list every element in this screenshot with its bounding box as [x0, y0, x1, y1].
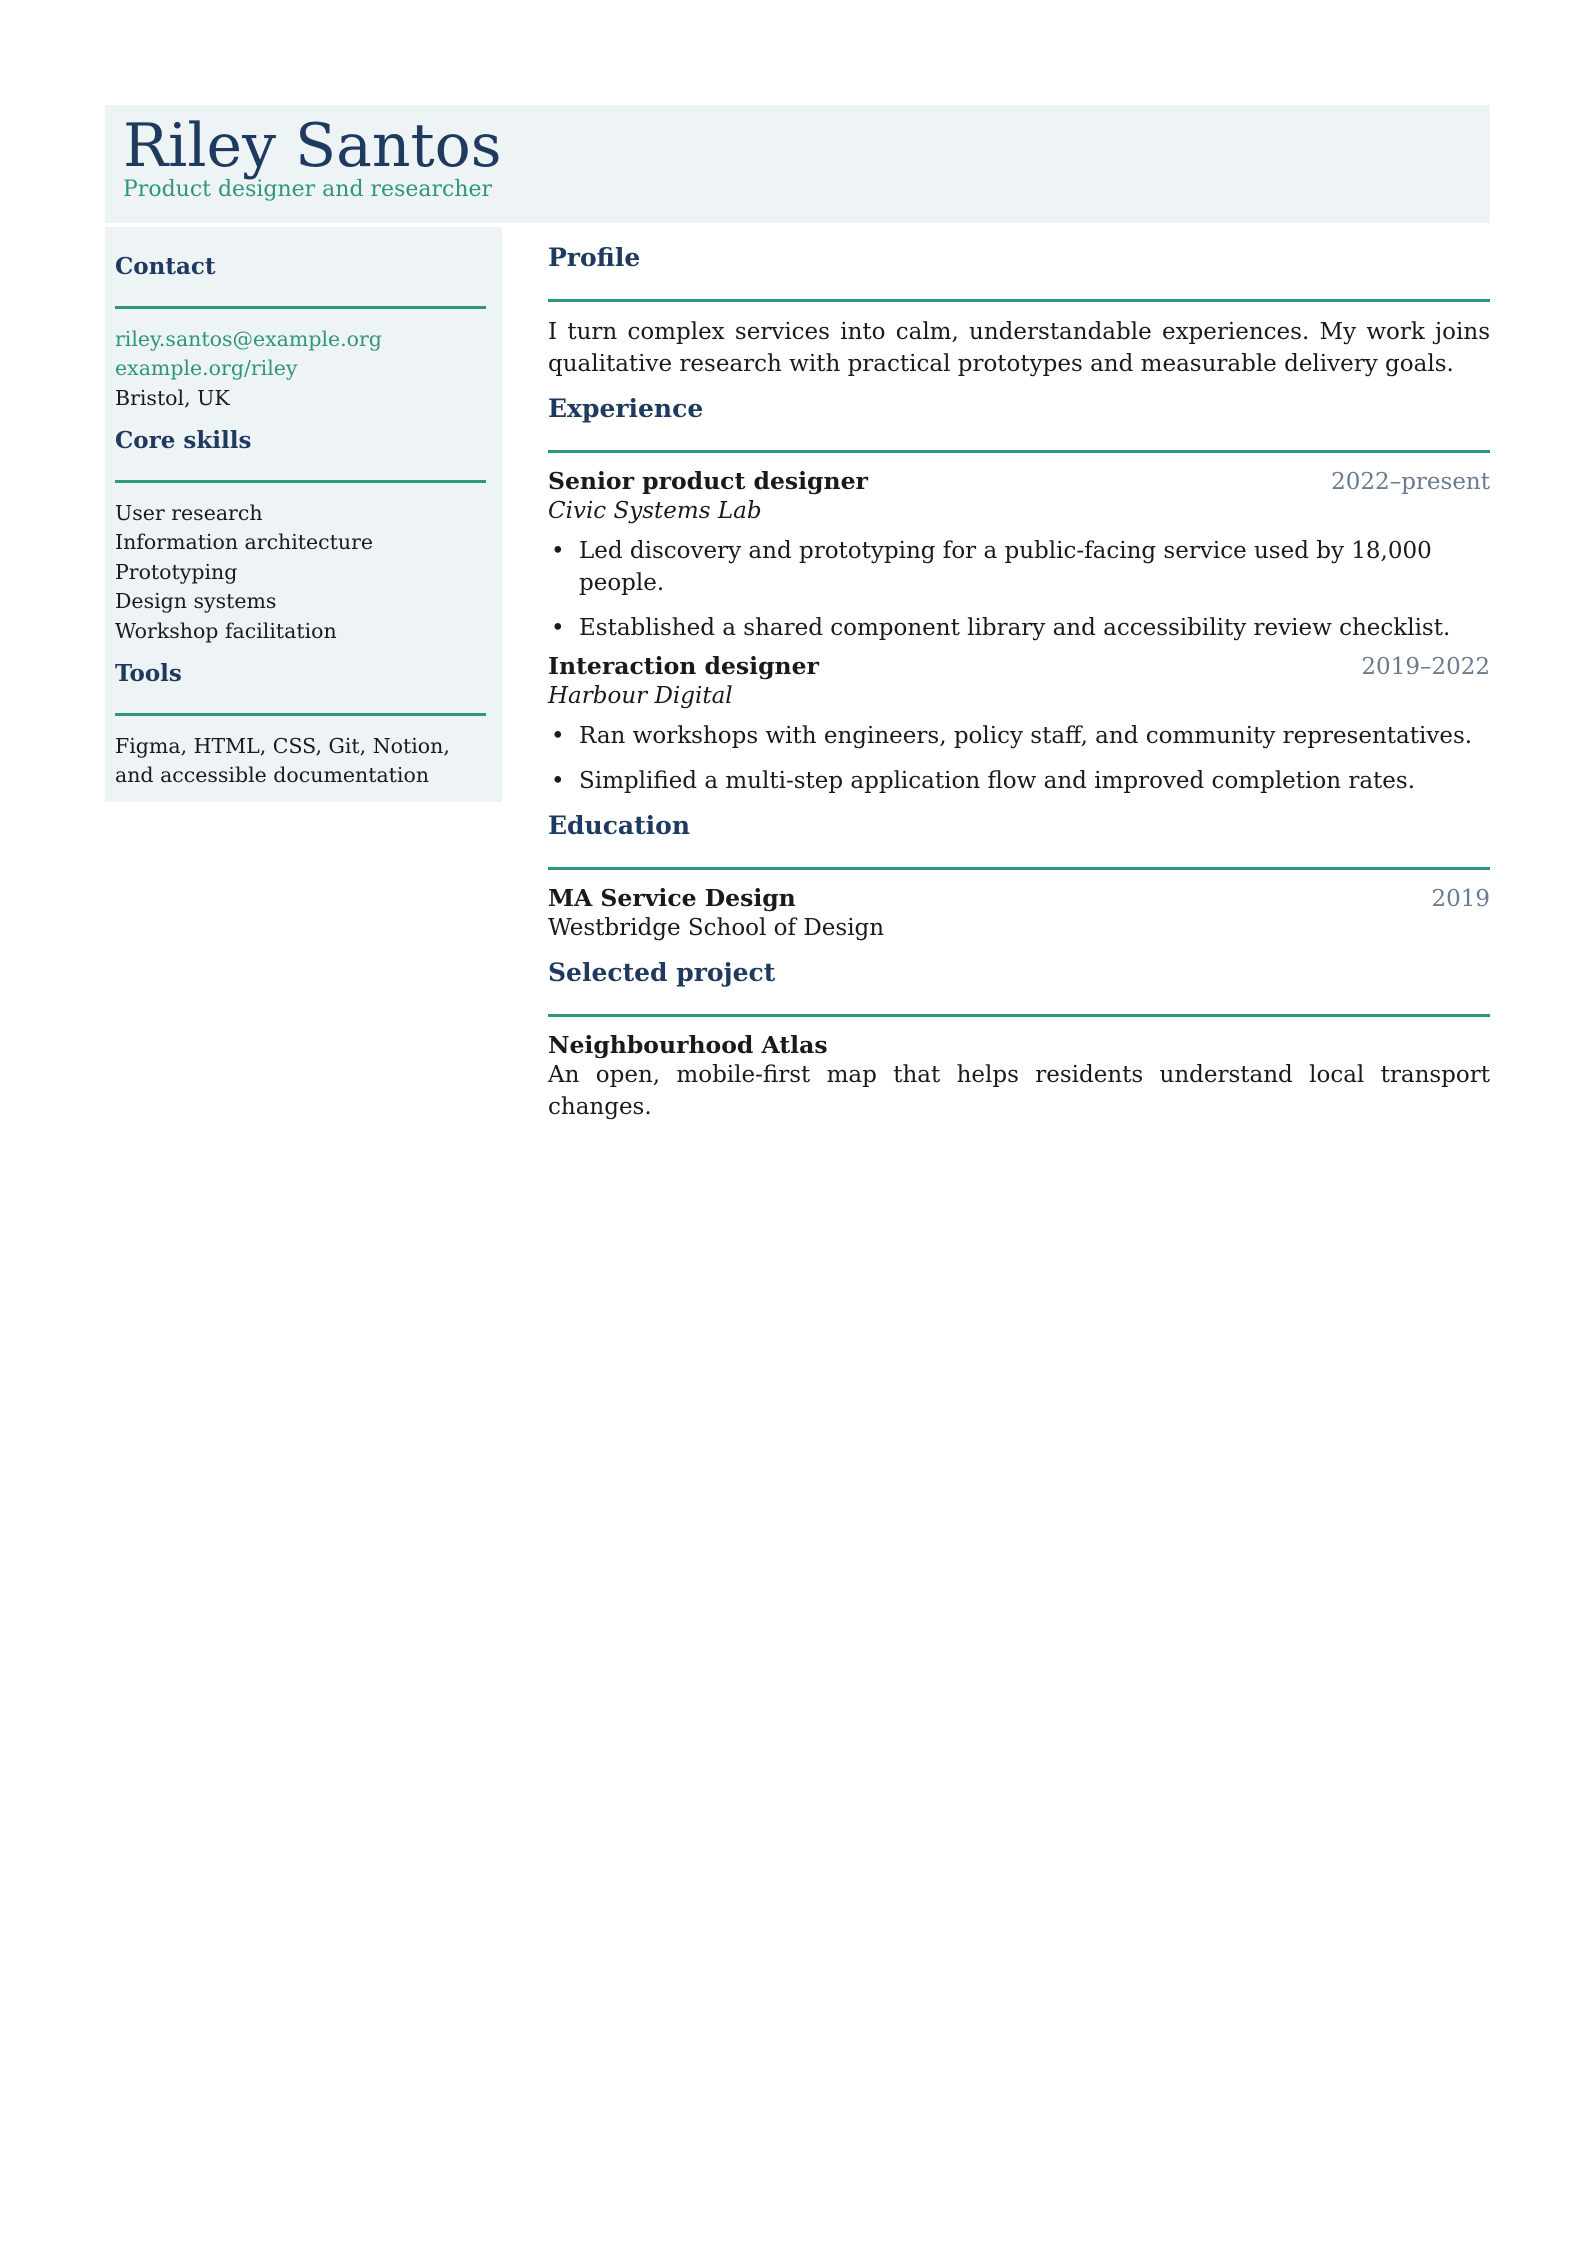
- experience-section: [548, 394, 1490, 797]
- profile-section: [548, 243, 1490, 380]
- contact-divider: [115, 306, 486, 309]
- skill-item: Workshop facilitation: [115, 618, 337, 643]
- bullet-item: • Ran workshops with engineers, policy staff, and community representatives.: [548, 720, 1490, 752]
- contact-section: [115, 253, 486, 413]
- project-divider: [548, 1014, 1490, 1017]
- experience-title: Experience: [548, 394, 704, 423]
- degree-name: MA Service Design: [548, 884, 796, 912]
- skill-item: Prototyping: [115, 559, 238, 584]
- profile-divider: [548, 299, 1490, 302]
- bullet-item: • Established a shared component library and accessibility review checklist.: [548, 612, 1490, 644]
- contact-title: Contact: [115, 253, 216, 280]
- skills-title: Core skills: [115, 427, 252, 455]
- job-dates: 2019–2022: [1361, 654, 1490, 680]
- school-name: Westbridge School of Design: [548, 915, 885, 941]
- education-title: Education: [548, 811, 691, 840]
- project-section: [548, 958, 1490, 1123]
- job-bullets: [548, 720, 1490, 797]
- education-section: [548, 811, 1490, 944]
- main-content: [548, 243, 1490, 1123]
- bullet-item: • Simplified a multi-step application flow and improved completion rates.: [548, 765, 1490, 797]
- candidate-name: Riley Santos: [123, 111, 502, 181]
- job-role: Senior product designer: [548, 467, 868, 495]
- candidate-tagline: Product designer and researcher: [123, 177, 493, 202]
- bullet-item: • Led discovery and prototyping for a public-facing service used by 18,000 people.: [548, 535, 1490, 599]
- degree-year: 2019: [1431, 886, 1490, 912]
- skill-item: Information architecture: [115, 530, 374, 555]
- website-link[interactable]: example.org/riley: [115, 356, 298, 381]
- job-role: Interaction designer: [548, 652, 819, 680]
- profile-text: I turn complex services into calm, understandable experiences. My work joins qualitative research with practical prototypes and measurable delivery goals.: [548, 319, 1490, 377]
- profile-title: Profile: [548, 243, 641, 272]
- job-organization: Civic Systems Lab: [548, 498, 762, 524]
- tools-text: Figma, HTML, CSS, Git, Notion, and accessible documentation: [115, 733, 450, 788]
- education-divider: [548, 867, 1490, 870]
- skill-item: Design systems: [115, 589, 277, 614]
- skills-divider: [115, 480, 486, 483]
- skill-item: User research: [115, 500, 263, 525]
- tools-divider: [115, 713, 486, 716]
- job-organization: Harbour Digital: [548, 683, 733, 709]
- job-dates: 2022–present: [1331, 469, 1490, 495]
- job-entry: [548, 652, 1490, 797]
- email-link[interactable]: riley.santos@example.org: [115, 326, 382, 351]
- job-bullets: [548, 535, 1490, 644]
- tools-section: [115, 660, 486, 791]
- project-name: Neighbourhood Atlas: [548, 1031, 828, 1059]
- project-description: An open, mobile-first map that helps residents understand local transport changes.: [548, 1062, 1490, 1120]
- skills-section: [115, 427, 486, 646]
- resume-header: [105, 105, 1490, 223]
- job-entry: [548, 467, 1490, 644]
- project-title: Selected project: [548, 958, 776, 987]
- tools-title: Tools: [115, 660, 182, 688]
- location-text: Bristol, UK: [115, 385, 230, 410]
- skills-list: [115, 499, 486, 647]
- experience-divider: [548, 450, 1490, 453]
- sidebar: [105, 227, 502, 802]
